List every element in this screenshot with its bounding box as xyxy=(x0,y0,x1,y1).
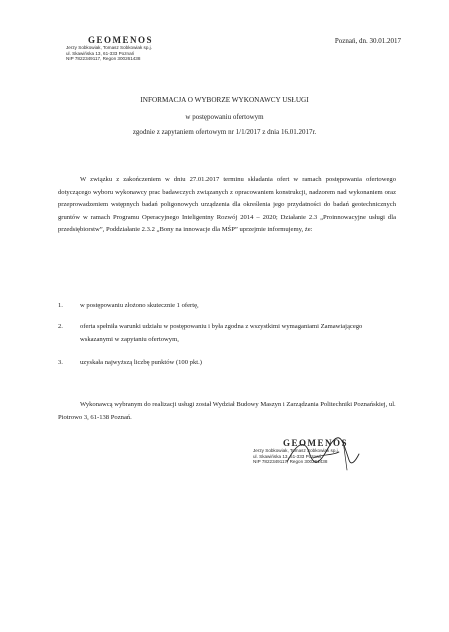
stamp-company-name: GEOMENOS xyxy=(283,438,349,448)
document-title: INFORMACJA O WYBORZE WYKONAWCY USŁUGI xyxy=(140,96,309,104)
handwritten-signature xyxy=(283,432,363,474)
list-item-text: uzyskała najwyższą liczbę punktów (100 pkt.) xyxy=(80,359,202,366)
list-item-number: 1. xyxy=(58,302,63,309)
list-item-number: 3. xyxy=(58,359,63,366)
list-item-text: oferta spełniła warunki udziału w postępowaniu i była zgodna z wszystkimi wymaganiami Zamawiającego wskazanymi w zapytaniu ofertowym, xyxy=(80,323,363,343)
closing-paragraph: Wykonawcą wybranym do realizacji usługi został Wydział Budowy Maszyn i Zarządzania Politechniki Poznańskiej, ul. Piotrowo 3, 61-138 Poznań. xyxy=(58,401,396,421)
list-item-number: 2. xyxy=(58,323,63,330)
document-subtitle: w postępowaniu ofertowym xyxy=(185,113,264,121)
stamp-company-name: GEOMENOS xyxy=(88,35,154,45)
stamp-line-address: ul. Skawińska 13, 61-333 Poznań xyxy=(66,50,135,56)
stamp-line-owners: Jerzy Sobkowiak, Tomasz Sobkowiak sp.j. xyxy=(253,448,339,454)
document-date: Poznań, dn. 30.01.2017 xyxy=(334,37,401,45)
document-reference: zgodnie z zapytaniem ofertowym nr 1/1/2017 z dnia 16.01.2017r. xyxy=(132,128,317,136)
body-paragraph: W związku z zakończeniem w dniu 27.01.2017 terminu składania ofert w ramach postępowania ofertowego dotyczącego wyboru wykonawcy prac badawczych związanych z opracowaniem konstrukcji, nadzorem nad wykonaniem oraz przeprowadzeniem wstępnych badań poligonowych urządzenia dla określenia jego przydatności do badań geotechnicznych gruntów w ramach Programu Operacyjnego Inteligentny Rozwój 2014 – 2020; Działanie 2.3 „Proinnowacyjne usługi dla przedsiębiorstw”, Poddziałanie 2.3.2 „Bony na innowacje dla MŚP” uprzejmie informujemy, że: xyxy=(58,176,396,234)
stamp-line-ids: NIP 7822349117, Regon 300261438 xyxy=(253,458,328,464)
list-item-text: w postępowaniu złożono skutecznie 1 ofertę, xyxy=(80,302,199,309)
stamp-line-address: ul. Skawińska 13, 61-333 Poznań xyxy=(253,453,322,459)
company-stamp-top xyxy=(66,35,178,61)
stamp-line-owners: Jerzy Sobkowiak, Tomasz Sobkowiak sp.j. xyxy=(66,45,152,51)
stamp-line-ids: NIP 7822349117, Regon 300261438 xyxy=(66,55,141,61)
